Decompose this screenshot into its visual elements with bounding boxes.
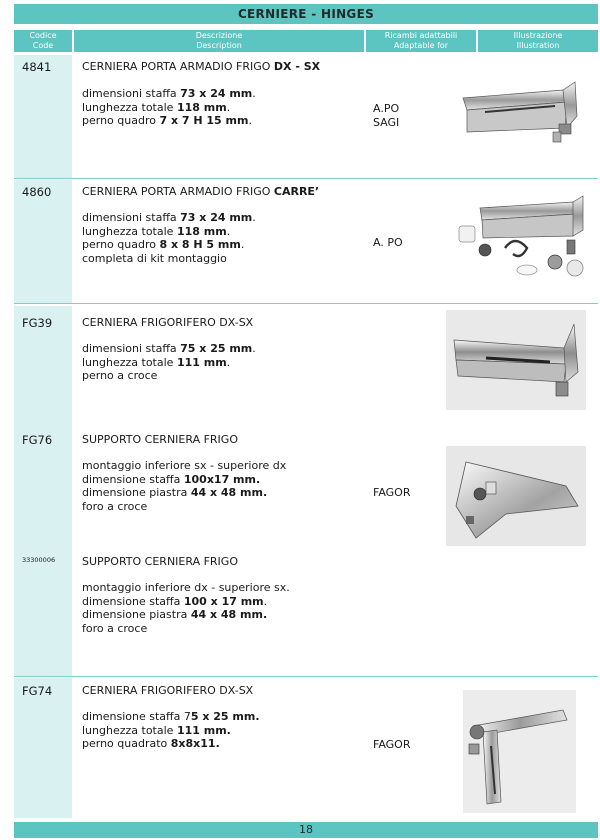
- adaptable-parts: FAGOR: [373, 486, 411, 499]
- hinge-image: [463, 690, 576, 813]
- spec-line: dimensioni staffa 73 x 24 mm.: [82, 211, 256, 224]
- page-number: 18: [14, 822, 598, 838]
- spec-line: completa di kit montaggio: [82, 251, 227, 265]
- column-header-parts: Ricambi adattabili Adaptable for: [366, 30, 476, 52]
- spec-line: dimensioni staffa 73 x 24 mm.: [82, 87, 256, 100]
- spec-line: lunghezza totale 111 mm.: [82, 355, 231, 369]
- spec-line: dimensione piastra 44 x 48 mm.: [82, 608, 268, 621]
- spec-line: dimensioni staffa 75 x 25 mm.: [82, 342, 256, 355]
- product-specs: [82, 342, 367, 383]
- product-code: 4841: [22, 60, 52, 74]
- spec-line: dimensione staffa 100 x 17 mm.: [82, 594, 268, 608]
- spec-line: lunghezza totale 118 mm.: [82, 224, 231, 238]
- spec-line: perno a croce: [82, 369, 158, 382]
- code-column-bg: [14, 306, 72, 676]
- product-code: FG76: [22, 433, 53, 447]
- product-code: FG74: [22, 684, 53, 698]
- spec-line: dimensione piastra 44 x 48 mm.: [82, 486, 268, 499]
- row-separator: [14, 676, 598, 677]
- product-specs: [82, 87, 367, 128]
- product-specs: [82, 211, 367, 265]
- spec-line: lunghezza totale 118 mm.: [82, 100, 231, 114]
- column-header-illustration: Illustrazione Illustration: [478, 30, 598, 52]
- row-separator: [14, 178, 598, 179]
- hinge-image: [455, 80, 585, 150]
- adaptable-parts: A.PO SAGI: [373, 102, 400, 129]
- product-title: CERNIERA PORTA ARMADIO FRIGO DX - SX: [82, 60, 321, 73]
- product-specs: [82, 710, 367, 751]
- product-specs: [82, 459, 367, 513]
- spec-line: perno quadrato 8x8x11.: [82, 737, 220, 750]
- product-code: 4860: [22, 185, 52, 199]
- spec-line: lunghezza totale 111 mm.: [82, 723, 231, 737]
- spec-line: foro a croce: [82, 621, 148, 635]
- adaptable-parts: FAGOR: [373, 738, 411, 751]
- spec-line: dimensione staffa 100x17 mm.: [82, 472, 261, 486]
- product-title: CERNIERA FRIGORIFERO DX-SX: [82, 316, 254, 329]
- adaptable-parts: A. PO: [373, 236, 403, 249]
- product-title: SUPPORTO CERNIERA FRIGO: [82, 433, 238, 446]
- product-specs: [82, 581, 367, 635]
- product-title: CERNIERA FRIGORIFERO DX-SX: [82, 684, 254, 697]
- spec-line: foro a croce: [82, 499, 148, 513]
- column-header-code: Codice Code: [14, 30, 72, 52]
- hinge-support-image: [446, 446, 586, 546]
- hinge-image: [446, 310, 586, 410]
- spec-line: perno quadro 7 x 7 H 15 mm.: [82, 114, 252, 127]
- page-title: CERNIERE - HINGES: [14, 4, 598, 24]
- spec-line: perno quadro 8 x 8 H 5 mm.: [82, 238, 245, 251]
- hinge-kit-image: [455, 190, 590, 285]
- product-code: FG39: [22, 316, 53, 330]
- column-header-description: Descrizione Description: [74, 30, 364, 52]
- product-title: CERNIERA PORTA ARMADIO FRIGO CARRE’: [82, 185, 320, 198]
- product-code: 33300006: [22, 556, 56, 564]
- row-separator: [14, 303, 598, 304]
- product-title: SUPPORTO CERNIERA FRIGO: [82, 555, 238, 568]
- code-column-bg: [14, 678, 72, 818]
- spec-line: montaggio inferiore sx - superiore dx: [82, 459, 287, 472]
- spec-line: dimensione staffa 75 x 25 mm.: [82, 710, 260, 723]
- spec-line: montaggio inferiore dx - superiore sx.: [82, 581, 290, 594]
